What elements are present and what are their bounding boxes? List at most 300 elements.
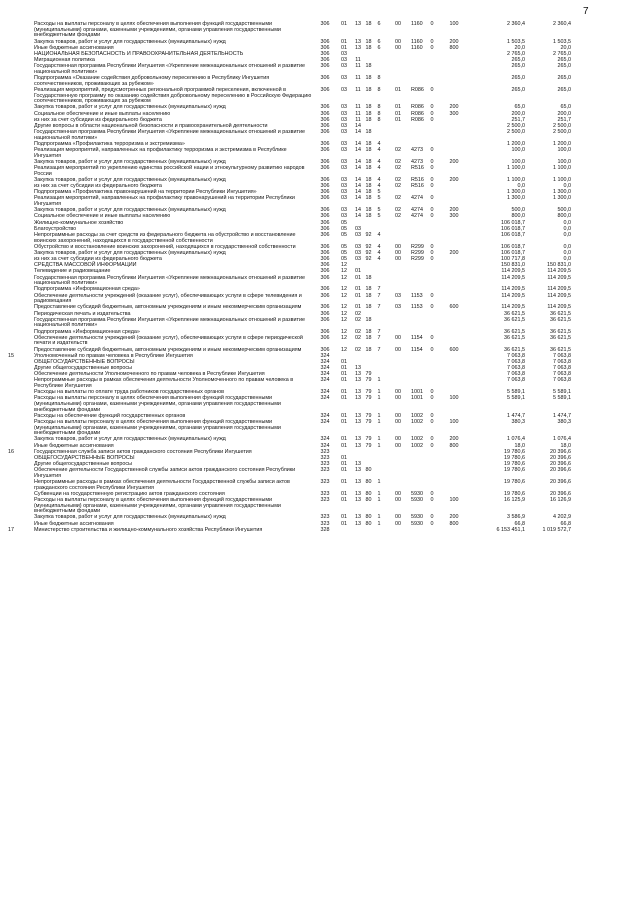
row-direction-suffix: 0	[430, 176, 434, 183]
row-direction-suffix: 0	[430, 490, 434, 497]
row-subprogram: 1	[377, 497, 381, 504]
row-amount-1: 106 018,7	[501, 219, 525, 226]
row-direction-suffix: 0	[430, 213, 434, 220]
row-name: Периодическая печать и издательства	[34, 310, 131, 317]
row-direction-suffix: 0	[430, 183, 434, 190]
row-subsection: 13	[355, 461, 361, 468]
row-direction: 1154	[411, 346, 423, 353]
row-direction-suffix: 0	[430, 116, 434, 123]
row-amount-1: 106 018,7	[501, 243, 525, 250]
row-section: 05	[341, 219, 347, 226]
row-amount-1: 36 621,5	[504, 316, 525, 323]
row-event: 00	[395, 418, 401, 425]
row-program: 18	[365, 86, 372, 93]
row-section: 03	[341, 129, 347, 136]
row-amount-1: 114 209,5	[501, 304, 525, 311]
row-name: НАЦИОНАЛЬНАЯ БЕЗОПАСНОСТЬ И ПРАВООХРАНИТЕЛЬНАЯ ДЕЯТЕЛЬНОСТЬ	[34, 51, 244, 58]
row-expense-type: 200	[449, 104, 459, 111]
row-ministry-code: 323	[320, 479, 330, 486]
row-subsection: 03	[355, 256, 361, 263]
row-direction: 4274	[411, 213, 423, 220]
row-amount-2: 20 396,6	[550, 448, 571, 455]
row-subsection: 13	[355, 467, 361, 474]
row-direction: 4273	[411, 147, 423, 154]
row-direction: 1160	[411, 44, 423, 51]
row-direction: 1154	[411, 334, 423, 341]
row-name: Расходы на выплаты персоналу в целях обеспечения выполнения функций государственными (муниципальными) органами, казенными учреждениями, органами управления государственными внебюджетными фондами	[34, 418, 281, 437]
row-section: 12	[341, 334, 347, 341]
row-subsection: 13	[355, 389, 361, 396]
row-name: из них за счет субсидии из федерального бюджета	[34, 183, 162, 190]
row-amount-2: 114 209,5	[547, 286, 571, 293]
row-subprogram: 8	[377, 86, 381, 93]
row-program: 18	[365, 195, 372, 202]
row-direction: 1002	[411, 442, 423, 449]
row-subsection: 14	[355, 147, 361, 154]
row-amount-2: 0,0	[563, 243, 571, 250]
row-subprogram: 5	[377, 213, 381, 220]
row-name: ОБЩЕГОСУДАРСТВЕННЫЕ ВОПРОСЫ	[34, 454, 135, 461]
row-direction-suffix: 0	[430, 158, 434, 165]
row-direction-suffix: 0	[430, 44, 434, 51]
row-subsection: 13	[355, 479, 361, 486]
row-program: 18	[365, 158, 372, 165]
row-subsection: 03	[355, 249, 361, 256]
row-name: из них за счет субсидии из федерального бюджета	[34, 116, 162, 123]
row-section: 05	[341, 231, 347, 238]
row-program: 18	[365, 63, 372, 70]
row-direction: 1002	[411, 418, 423, 425]
row-amount-1: 65,0	[514, 104, 525, 111]
row-name: Иные бюджетные ассигнования	[34, 520, 114, 527]
row-amount-1: 36 621,5	[504, 346, 525, 353]
row-subprogram: 6	[377, 44, 381, 51]
row-ministry-code: 324	[320, 358, 330, 365]
row-event: 02	[395, 195, 401, 202]
row-subprogram: 8	[377, 75, 381, 82]
row-amount-2: 380,3	[557, 418, 571, 425]
row-name: Расходы на выплаты персоналу в целях обеспечения выполнения функций государственными (муниципальными) органами, казенными учреждениями, органами управления государственными внебюджетными фондами	[34, 395, 281, 413]
row-ministry-code: 306	[320, 122, 330, 129]
row-section: 01	[341, 461, 347, 468]
row-name: Закупка товаров, работ и услуг для государственных (муниципальных) нужд	[34, 104, 226, 111]
row-section: 01	[341, 467, 347, 474]
row-subprogram: 5	[377, 189, 381, 196]
row-direction: R299	[411, 256, 424, 263]
table-row	[0, 52, 640, 58]
row-ministry-code: 323	[320, 454, 330, 461]
row-section: 12	[341, 286, 347, 293]
row-amount-2: 66,8	[560, 520, 571, 527]
row-program: 18	[365, 274, 372, 281]
row-amount-1: 114 209,5	[501, 286, 525, 293]
row-program: 18	[365, 129, 372, 136]
row-amount-1: 200,0	[511, 110, 525, 117]
row-direction: 1001	[411, 395, 423, 402]
row-amount-1: 100,0	[511, 147, 525, 154]
row-expense-type: 300	[449, 110, 459, 117]
row-section: 01	[341, 21, 347, 28]
row-amount-1: 265,0	[511, 57, 525, 64]
row-section: 12	[341, 268, 347, 275]
row-amount-1: 106 018,7	[501, 225, 525, 232]
row-section: 12	[341, 274, 347, 281]
row-ministry-code: 323	[320, 514, 330, 521]
row-amount-2: 1 300,0	[553, 195, 571, 202]
row-expense-type: 200	[449, 207, 459, 214]
row-subprogram: 7	[377, 304, 381, 311]
row-subsection: 01	[355, 286, 361, 293]
row-subprogram: 7	[377, 334, 381, 341]
row-subsection: 03	[355, 231, 361, 238]
row-section: 03	[341, 51, 347, 58]
row-expense-type: 200	[449, 38, 459, 45]
row-amount-2: 36 621,5	[550, 310, 571, 317]
row-amount-2: 36 621,5	[550, 346, 571, 353]
row-amount-1: 16 125,9	[504, 497, 525, 504]
row-ministry-code: 306	[320, 158, 330, 165]
row-ministry-code: 306	[320, 286, 330, 293]
row-name: Социальное обеспечение и иные выплаты населению	[34, 110, 171, 117]
row-subsection: 13	[355, 497, 361, 504]
row-direction-suffix: 0	[430, 256, 434, 263]
row-section: 01	[341, 358, 347, 365]
row-direction-suffix: 0	[430, 514, 434, 521]
row-subprogram: 4	[377, 176, 381, 183]
row-ministry-code: 306	[320, 104, 330, 111]
row-subsection: 14	[355, 176, 361, 183]
row-subprogram: 6	[377, 38, 381, 45]
row-section: 03	[341, 116, 347, 123]
row-subsection: 14	[355, 122, 361, 129]
row-name: Другие общегосударственные вопросы	[34, 461, 132, 468]
row-program: 79	[365, 418, 372, 425]
row-direction-suffix: 0	[430, 243, 434, 250]
row-event: 02	[395, 183, 401, 190]
row-amount-1: 265,0	[511, 63, 525, 70]
row-expense-type: 200	[449, 158, 459, 165]
row-amount-2: 7 063,8	[553, 352, 571, 359]
row-subsection: 02	[355, 316, 361, 323]
row-direction-suffix: 0	[430, 395, 434, 402]
row-subprogram: 4	[377, 231, 381, 238]
row-program: 18	[365, 189, 372, 196]
row-subsection: 14	[355, 129, 361, 136]
row-ministry-code: 306	[320, 176, 330, 183]
row-subprogram: 1	[377, 436, 381, 443]
row-subprogram: 7	[377, 346, 381, 353]
row-amount-2: 2 500,0	[553, 122, 571, 129]
row-amount-2: 1 100,0	[553, 165, 571, 172]
row-amount-2: 0,0	[563, 225, 571, 232]
row-program: 92	[365, 249, 372, 256]
row-name: Непрограммные расходы в рамках обеспечения деятельности Уполномоченного по правам человека в Республике Ингушетия	[34, 377, 294, 390]
row-amount-2: 36 621,5	[550, 316, 571, 323]
row-event: 00	[395, 21, 401, 28]
row-amount-2: 65,0	[560, 104, 571, 111]
row-amount-2: 150 831,0	[547, 262, 571, 269]
row-subsection: 02	[355, 328, 361, 335]
row-section: 01	[341, 514, 347, 521]
row-event: 00	[395, 497, 401, 504]
row-amount-1: 114 209,5	[501, 274, 525, 281]
row-amount-1: 1 076,4	[507, 436, 525, 443]
row-section: 12	[341, 328, 347, 335]
row-amount-1: 1 100,0	[507, 176, 525, 183]
row-program: 79	[365, 412, 372, 419]
row-amount-1: 265,0	[511, 75, 525, 82]
row-name: Иные бюджетные ассигнования	[34, 44, 114, 51]
row-direction: 1002	[411, 412, 423, 419]
row-amount-1: 1 300,0	[507, 195, 525, 202]
row-event: 00	[395, 346, 401, 353]
row-section: 03	[341, 86, 347, 93]
row-event: 00	[395, 520, 401, 527]
row-ministry-code: 306	[320, 292, 330, 299]
row-ministry-code: 306	[320, 129, 330, 136]
row-event: 00	[395, 256, 401, 263]
row-ministry-code: 306	[320, 63, 330, 70]
row-event: 00	[395, 38, 401, 45]
row-program: 80	[365, 520, 372, 527]
row-amount-2: 4 202,9	[553, 514, 571, 521]
row-amount-2: 20 396,6	[550, 467, 571, 474]
row-direction-suffix: 0	[430, 389, 434, 396]
row-section: 01	[341, 490, 347, 497]
row-subsection: 13	[355, 442, 361, 449]
row-amount-1: 1 100,0	[507, 165, 525, 172]
row-ministry-code: 306	[320, 51, 330, 58]
row-name: Обустройство и восстановление воинских захоронений, находящихся в государственной собственности	[34, 243, 296, 250]
row-program: 80	[365, 497, 372, 504]
row-subprogram: 7	[377, 286, 381, 293]
row-amount-2: 265,0	[557, 57, 571, 64]
row-amount-2: 114 209,5	[547, 292, 571, 299]
row-subprogram: 6	[377, 21, 381, 28]
budget-table	[0, 22, 640, 534]
row-subprogram: 1	[377, 412, 381, 419]
row-event: 00	[395, 389, 401, 396]
row-ministry-code: 324	[320, 418, 330, 425]
row-amount-1: 1 474,7	[507, 412, 525, 419]
row-event: 02	[395, 176, 401, 183]
row-section: 12	[341, 346, 347, 353]
row-subsection: 03	[355, 243, 361, 250]
row-section: 01	[341, 38, 347, 45]
table-row	[0, 275, 640, 287]
row-program: 18	[365, 334, 372, 341]
row-event: 00	[395, 490, 401, 497]
row-event: 01	[395, 116, 401, 123]
row-name: Другие вопросы в области национальной безопасности и правоохранительной деятельности	[34, 122, 268, 129]
row-subprogram: 8	[377, 104, 381, 111]
row-ministry-code: 306	[320, 165, 330, 172]
row-name: Благоустройство	[34, 225, 77, 232]
row-expense-type: 200	[449, 436, 459, 443]
row-name: Расходы на обеспечение функций государственных органов	[34, 412, 186, 419]
row-number: 15	[8, 352, 14, 359]
row-subsection: 14	[355, 183, 361, 190]
row-program: 80	[365, 467, 372, 474]
row-amount-2: 20 396,6	[550, 479, 571, 486]
row-direction-suffix: 0	[430, 292, 434, 299]
row-expense-type: 100	[449, 497, 459, 504]
row-direction: R086	[411, 86, 424, 93]
row-program: 92	[365, 256, 372, 263]
row-section: 01	[341, 365, 347, 372]
row-section: 03	[341, 165, 347, 172]
row-direction: 5930	[411, 490, 423, 497]
row-amount-2: 0,0	[563, 183, 571, 190]
row-amount-2: 1 100,0	[553, 176, 571, 183]
row-amount-1: 19 780,6	[504, 467, 525, 474]
row-section: 01	[341, 371, 347, 378]
row-ministry-code: 306	[320, 183, 330, 190]
row-name: Государственная программа Республики Ингушетия «Укрепление межнациональных отношений и развитие национальной политики»	[34, 316, 305, 329]
row-event: 00	[395, 442, 401, 449]
row-program: 18	[365, 110, 372, 117]
table-row	[0, 76, 640, 88]
row-ministry-code: 306	[320, 110, 330, 117]
table-row	[0, 335, 640, 347]
row-subsection: 01	[355, 268, 361, 275]
row-amount-2: 16 126,9	[550, 497, 571, 504]
row-expense-type: 200	[449, 249, 459, 256]
row-name: Закупка товаров, работ и услуг для государственных (муниципальных) нужд	[34, 207, 226, 214]
row-name: Расходы на выплаты по оплате труда работников государственных органов	[34, 389, 225, 396]
row-name: из них за счет субсидии из федерального бюджета	[34, 256, 162, 263]
row-program: 79	[365, 442, 372, 449]
row-subsection: 13	[355, 436, 361, 443]
row-subprogram: 1	[377, 514, 381, 521]
row-subprogram: 4	[377, 147, 381, 154]
row-amount-2: 100,0	[557, 158, 571, 165]
row-ministry-code: 324	[320, 365, 330, 372]
row-program: 80	[365, 490, 372, 497]
row-amount-2: 0,0	[563, 249, 571, 256]
row-subprogram: 7	[377, 328, 381, 335]
row-subprogram: 7	[377, 292, 381, 299]
row-amount-1: 20,0	[514, 44, 525, 51]
row-amount-2: 20 396,6	[550, 490, 571, 497]
row-amount-2: 114 209,5	[547, 304, 571, 311]
row-section: 03	[341, 75, 347, 82]
row-ministry-code: 324	[320, 395, 330, 402]
row-section: 12	[341, 262, 347, 269]
row-section: 03	[341, 207, 347, 214]
row-subprogram: 1	[377, 490, 381, 497]
row-name: Подпрограмма «Оказание содействия добровольному переселению в Республику Ингушетия соотечественников, проживающих за рубежом»	[34, 75, 270, 87]
row-name: Иные бюджетные ассигнования	[34, 442, 114, 449]
row-amount-2: 1 503,5	[553, 38, 571, 45]
row-ministry-code: 306	[320, 44, 330, 51]
row-section: 01	[341, 395, 347, 402]
row-amount-2: 800,0	[557, 213, 571, 220]
row-program: 18	[365, 346, 372, 353]
row-amount-1: 1 300,0	[507, 189, 525, 196]
row-amount-1: 5 589,1	[507, 389, 525, 396]
row-amount-1: 6 153 451,1	[496, 526, 525, 533]
row-name: Телевидение и радиовещание	[34, 268, 111, 275]
row-program: 18	[365, 75, 372, 82]
row-ministry-code: 306	[320, 274, 330, 281]
row-subsection: 11	[355, 110, 361, 117]
table-row	[0, 148, 640, 160]
row-amount-2: 1 474,7	[553, 412, 571, 419]
row-section: 12	[341, 310, 347, 317]
row-subsection: 13	[355, 38, 361, 45]
row-subprogram: 4	[377, 243, 381, 250]
row-name: Министерство строительства и жилищно-коммунального хозяйства Республики Ингушетия	[34, 526, 263, 533]
row-direction-suffix: 0	[430, 195, 434, 202]
row-section: 05	[341, 243, 347, 250]
row-ministry-code: 306	[320, 256, 330, 263]
row-amount-2: 265,0	[557, 75, 571, 82]
row-name: Реализация мероприятий по укреплению единства российской нации и этнокультурному развитию народов России	[34, 165, 305, 177]
row-ministry-code: 306	[320, 304, 330, 311]
row-amount-2: 0,0	[563, 256, 571, 263]
row-program: 18	[365, 21, 372, 28]
row-section: 03	[341, 122, 347, 129]
row-program: 18	[365, 316, 372, 323]
row-name: Закупка товаров, работ и услуг для государственных (муниципальных) нужд	[34, 249, 226, 256]
row-subprogram: 4	[377, 183, 381, 190]
row-amount-2: 20 396,6	[550, 454, 571, 461]
row-expense-type: 300	[449, 213, 459, 220]
table-row	[0, 130, 640, 142]
row-subsection: 13	[355, 418, 361, 425]
row-section: 03	[341, 195, 347, 202]
row-amount-1: 36 621,5	[504, 334, 525, 341]
row-name: СРЕДСТВА МАССОВОЙ ИНФОРМАЦИИ	[34, 262, 137, 269]
row-amount-1: 19 780,6	[504, 454, 525, 461]
row-subprogram: 5	[377, 195, 381, 202]
row-subsection: 11	[355, 75, 361, 82]
row-ministry-code: 306	[320, 38, 330, 45]
row-event: 01	[395, 86, 401, 93]
row-section: 01	[341, 479, 347, 486]
table-row	[0, 166, 640, 178]
row-subsection: 13	[355, 520, 361, 527]
row-name: Закупка товаров, работ и услуг для государственных (муниципальных) нужд	[34, 436, 226, 443]
row-subsection: 11	[355, 57, 361, 64]
row-ministry-code: 306	[320, 225, 330, 232]
row-direction-suffix: 0	[430, 249, 434, 256]
row-subsection: 01	[355, 274, 361, 281]
row-ministry-code: 306	[320, 231, 330, 238]
row-ministry-code: 323	[320, 448, 330, 455]
row-section: 12	[341, 292, 347, 299]
row-direction-suffix: 0	[430, 412, 434, 419]
row-program: 80	[365, 479, 372, 486]
row-subprogram: 4	[377, 165, 381, 172]
row-direction: 1002	[411, 436, 423, 443]
table-row	[0, 220, 640, 226]
row-program: 18	[365, 183, 372, 190]
row-ministry-code: 324	[320, 352, 330, 359]
row-name: Государственная служба записи актов гражданского состояния Республики Ингушетия	[34, 448, 252, 455]
row-ministry-code: 323	[320, 467, 330, 474]
row-direction-suffix: 0	[430, 104, 434, 111]
table-row	[0, 88, 640, 105]
row-expense-type: 800	[449, 44, 459, 51]
row-subsection: 13	[355, 377, 361, 384]
row-section: 01	[341, 520, 347, 527]
row-program: 18	[365, 292, 372, 299]
row-direction-suffix: 0	[430, 304, 434, 311]
row-amount-2: 1 076,4	[553, 436, 571, 443]
table-row	[0, 317, 640, 329]
